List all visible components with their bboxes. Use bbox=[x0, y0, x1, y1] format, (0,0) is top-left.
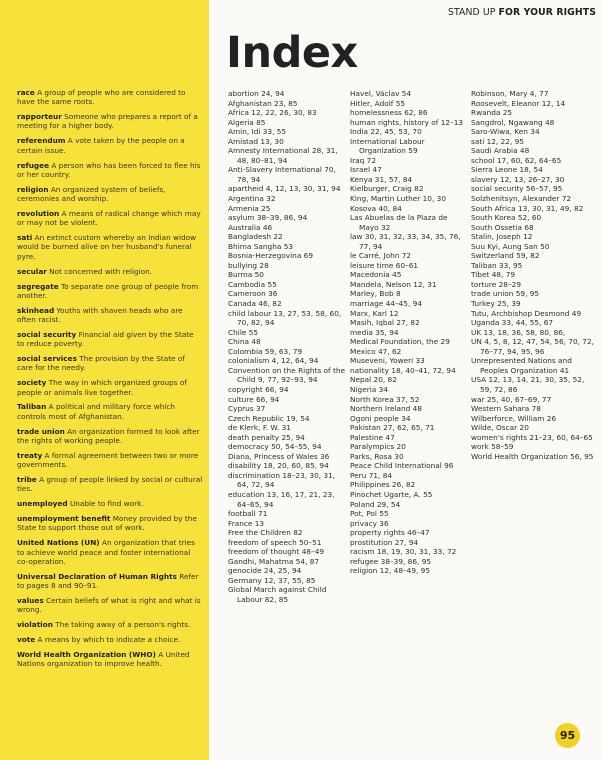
index-entry: Saudi Arabia 48 bbox=[471, 146, 530, 156]
index-entry: Las Abuelas de la Plaza de Mayo 32 bbox=[350, 213, 448, 232]
index-entry: women's rights 21–23, 60, 64–65 bbox=[471, 432, 593, 442]
index-entry: Argentina 32 bbox=[228, 194, 276, 204]
index-entry: France 13 bbox=[228, 518, 265, 528]
glossary-entry bbox=[17, 402, 203, 421]
glossary-entry bbox=[17, 596, 203, 615]
glossary-entry bbox=[17, 499, 203, 508]
glossary-entry bbox=[17, 306, 203, 325]
glossary-entry bbox=[17, 88, 203, 107]
glossary-entry bbox=[17, 572, 203, 591]
glossary-term: Universal Declaration of Human Rights bbox=[17, 571, 177, 581]
index-entry: human rights, history of 12–13 bbox=[350, 117, 464, 127]
index-entry: Peru 71, 84 bbox=[350, 470, 393, 480]
index-entry: discrimination 18–23, 30, 31, 64, 72, 94 bbox=[228, 470, 336, 490]
index-entry: Peace Child International 96 bbox=[350, 461, 454, 471]
index-entry: slavery 12, 13, 26–27, 30 bbox=[471, 174, 565, 184]
page-number-badge: 95 bbox=[555, 723, 580, 748]
glossary-definition: The taking away of a person's rights. bbox=[55, 620, 191, 630]
index-entry: Cambodia 55 bbox=[228, 279, 277, 289]
glossary-term: social services bbox=[17, 354, 77, 364]
glossary-term: skinhead bbox=[17, 305, 55, 315]
glossary-term: tribe bbox=[17, 475, 37, 484]
index-entry: Parks, Rosa 30 bbox=[350, 451, 404, 461]
index-entry: Anti-Slavery International 70, 78, 94 bbox=[228, 165, 336, 184]
glossary-definition: An organized system of beliefs, ceremonies and worship. bbox=[17, 184, 166, 204]
index-entry: social security 56–57, 95 bbox=[471, 184, 563, 194]
index-entry: democracy 50, 54–55, 94 bbox=[228, 442, 322, 452]
page-title: Index bbox=[226, 28, 358, 78]
index-entry: Kenya 31, 57, 84 bbox=[350, 174, 413, 184]
index-entry: colonialism 4, 12, 64, 94 bbox=[228, 356, 319, 366]
index-entry: torture 28–29 bbox=[471, 279, 521, 289]
index-entry: UK 13, 18, 36, 58, 80, 86, bbox=[471, 327, 566, 337]
glossary-entry bbox=[17, 185, 203, 204]
index-entry: Chile 55 bbox=[228, 327, 259, 337]
index-entry: Hitler, Adolf 55 bbox=[350, 98, 406, 108]
index-entry: education 13, 16, 17, 21, 23, 64–65, 94 bbox=[228, 489, 335, 509]
index-entry: Philippines 26, 82 bbox=[350, 480, 416, 490]
index-entry: Mandela, Nelson 12, 31 bbox=[350, 279, 437, 289]
index-entry: Armenia 25 bbox=[228, 203, 271, 213]
index-column-1 bbox=[228, 89, 346, 605]
index-entry: Cameroon 36 bbox=[228, 289, 278, 299]
glossary-definition: A person who has been forced to flee his or her country. bbox=[17, 160, 201, 179]
index-entry: privacy 36 bbox=[350, 518, 389, 528]
glossary-entry bbox=[17, 112, 203, 131]
index-entry: Suu Kyi, Aung San 50 bbox=[471, 241, 550, 251]
glossary-entry bbox=[17, 267, 203, 276]
index-entry: disability 18, 20, 60, 85, 94 bbox=[228, 461, 329, 471]
index-entry: Pakistan 27, 62, 65, 71 bbox=[350, 423, 435, 433]
index-entry: Free the Children 82 bbox=[228, 528, 303, 538]
glossary-entry bbox=[17, 635, 203, 644]
index-entry: bullying 28 bbox=[228, 260, 269, 270]
index-entry: Global March against Child Labour 82, 85 bbox=[228, 585, 327, 604]
glossary-entry bbox=[17, 514, 203, 533]
index-entry: child labour 13, 27, 53, 58, 60, 70, 82, 94 bbox=[228, 308, 342, 328]
index-entry: Nepal 20, 82 bbox=[350, 375, 397, 385]
glossary-term: segregate bbox=[17, 281, 59, 291]
index-entry: Tibet 48, 79 bbox=[471, 270, 516, 280]
index-entry: le Carré, John 72 bbox=[350, 251, 412, 261]
index-entry: Northern Ireland 48 bbox=[350, 404, 423, 414]
glossary-entry bbox=[17, 136, 203, 155]
glossary-definition: A means by which to indicate a choice. bbox=[37, 635, 181, 645]
index-entry: Roosevelt, Eleanor 12, 14 bbox=[471, 98, 566, 108]
glossary-term: unemployment benefit bbox=[17, 514, 111, 524]
glossary-definition: A group of people who are considered to have the same roots. bbox=[17, 88, 186, 107]
index-entry: Diana, Princess of Wales 36 bbox=[228, 451, 330, 461]
glossary-list bbox=[17, 88, 203, 674]
index-entry: Sierra Leone 18, 54 bbox=[471, 165, 543, 175]
glossary-definition: A group of people linked by social or cultural ties. bbox=[17, 475, 203, 494]
glossary-term: rapporteur bbox=[17, 112, 62, 122]
index-entry: culture 66, 94 bbox=[228, 394, 280, 404]
index-entry: World Health Organization 56, 95 bbox=[471, 451, 594, 461]
index-entry: Switzerland 59, 82 bbox=[471, 251, 540, 261]
index-entry: Marley, Bob 8 bbox=[350, 289, 401, 299]
index-entry: Bosnia-Herzegovina 69 bbox=[228, 251, 314, 261]
index-entry: Ogoni people 34 bbox=[350, 413, 411, 423]
index-entry: Rwanda 25 bbox=[471, 108, 513, 118]
index-entry: prostitution 27, 94 bbox=[350, 537, 419, 547]
glossary-definition: Youths with shaven heads who are often racist. bbox=[17, 305, 183, 324]
index-entry: Poland 29, 54 bbox=[350, 499, 401, 509]
glossary-term: sati bbox=[17, 233, 33, 243]
running-header bbox=[420, 7, 596, 18]
index-entry: Taliban 33, 95 bbox=[471, 260, 523, 270]
index-entry: freedom of thought 48–49 bbox=[228, 547, 325, 557]
index-entry: refugee 38–39, 86, 95 bbox=[350, 556, 432, 566]
glossary-definition: An organization that tries to achieve world peace and foster international co-operation. bbox=[17, 538, 195, 566]
index-entry: Uganda 33, 44, 55, 67 bbox=[471, 318, 554, 328]
index-entry: Czech Republic 19, 54 bbox=[228, 413, 310, 423]
index-entry: India 22, 45, 53, 70 bbox=[350, 127, 422, 137]
header-prefix: STAND UP bbox=[447, 7, 496, 18]
index-entry: Convention on the Rights of the Child 9, 77, 92–93, 94 bbox=[228, 365, 346, 385]
index-entry: leisure time 60–61 bbox=[350, 260, 419, 270]
index-entry: Bangladesh 22 bbox=[228, 232, 283, 242]
glossary-term: vote bbox=[17, 635, 36, 645]
index-entry: racism 18, 19, 30, 31, 33, 72 bbox=[350, 547, 457, 557]
index-entry: South Ossetia 68 bbox=[471, 222, 534, 232]
index-entry: Turkey 25, 39 bbox=[471, 299, 521, 309]
glossary-definition: Refer to pages 8 and 90–91. bbox=[17, 571, 199, 591]
index-entry: Germany 12, 37, 55, 85 bbox=[228, 575, 316, 585]
index-entry: de Klerk, F. W. 31 bbox=[228, 423, 291, 433]
index-column-3 bbox=[471, 89, 596, 461]
glossary-definition: The provision by the State of care for the needy. bbox=[17, 354, 185, 373]
index-entry: Robinson, Mary 4, 77 bbox=[471, 89, 549, 98]
glossary-definition: A vote taken by the people on a certain issue. bbox=[17, 136, 185, 155]
index-entry: Israel 47 bbox=[350, 165, 382, 175]
index-column-2 bbox=[350, 89, 468, 576]
index-entry: Iraq 72 bbox=[350, 155, 377, 165]
index-entry: football 71 bbox=[228, 509, 268, 519]
index-entry: asylum 38–39, 86, 94 bbox=[228, 213, 308, 223]
index-entry: copyright 66, 94 bbox=[228, 384, 289, 394]
index-entry: Pinochet Ugarte, A. 55 bbox=[350, 489, 433, 499]
glossary-definition: Money provided by the State to support those out of work. bbox=[17, 514, 197, 533]
index-entry: Cyprus 37 bbox=[228, 404, 266, 414]
glossary-term: race bbox=[17, 88, 35, 97]
index-entry: freedom of speech 50–51 bbox=[228, 537, 322, 547]
glossary-definition: A means of radical change which may or may not be violent. bbox=[17, 208, 201, 228]
glossary-term: society bbox=[17, 378, 47, 388]
index-entry: Australia 46 bbox=[228, 222, 273, 232]
glossary-term: refugee bbox=[17, 160, 50, 170]
index-entry: International Labour Organization 59 bbox=[350, 136, 425, 156]
index-entry: Amnesty International 28, 31, 48, 80–81, 94 bbox=[228, 146, 338, 165]
index-entry: USA 12, 13, 14, 21, 30, 35, 52, 59, 72, 86 bbox=[471, 375, 585, 394]
index-entry: Medical Foundation, the 29 bbox=[350, 337, 450, 347]
index-entry: Mexico 47, 62 bbox=[350, 346, 402, 356]
glossary-definition: A United Nations organization to improve health. bbox=[17, 649, 190, 669]
index-entry: Colombia 59, 63, 79 bbox=[228, 346, 303, 356]
glossary-term: social security bbox=[17, 329, 77, 339]
index-entry: Wilberforce, William 26 bbox=[471, 413, 557, 423]
index-entry: South Africa 13, 30, 31, 49, 82 bbox=[471, 203, 584, 213]
index-entry: South Korea 52, 60 bbox=[471, 213, 542, 223]
glossary-entry bbox=[17, 378, 203, 397]
glossary-definition: Not concerned with religion. bbox=[49, 266, 153, 276]
glossary-term: secular bbox=[17, 266, 47, 276]
index-entry: Amistad 13, 30 bbox=[228, 136, 284, 146]
glossary-term: Taliban bbox=[17, 402, 47, 412]
index-entry: Palestine 47 bbox=[350, 432, 395, 442]
index-entry: Amin, Idi 33, 55 bbox=[228, 127, 287, 137]
index-entry: Solzhenitsyn, Alexander 72 bbox=[471, 194, 572, 204]
glossary-definition: The way in which organized groups of people or animals live together. bbox=[17, 378, 187, 397]
index-entry: Stalin, Joseph 12 bbox=[471, 232, 533, 242]
glossary-entry bbox=[17, 209, 203, 228]
glossary-entry bbox=[17, 538, 203, 566]
glossary-definition: To separate one group of people from another. bbox=[17, 281, 199, 300]
glossary-entry bbox=[17, 161, 203, 180]
index-entry: Algeria 85 bbox=[228, 117, 266, 127]
index-entry: Burma 50 bbox=[228, 270, 264, 280]
index-entry: Tutu, Archbishop Desmond 49 bbox=[471, 308, 582, 318]
index-entry: apartheid 4, 12, 13, 30, 31, 94 bbox=[228, 184, 341, 194]
index-entry: Nigeria 34 bbox=[350, 384, 388, 394]
glossary-entry bbox=[17, 650, 203, 669]
index-entry: China 48 bbox=[228, 337, 261, 347]
glossary-entry bbox=[17, 233, 203, 261]
index-entry: Canada 46, 82 bbox=[228, 299, 282, 309]
index-entry: King, Martin Luther 10, 30 bbox=[350, 194, 446, 204]
index-entry: Western Sahara 78 bbox=[471, 404, 541, 414]
index-entry: Paralympics 20 bbox=[350, 442, 406, 452]
index-entry: Museveni, Yoweri 33 bbox=[350, 356, 425, 366]
index-entry: sati 12, 22, 95 bbox=[471, 136, 524, 146]
glossary-entry bbox=[17, 354, 203, 373]
index-entry: Sangdrol, Ngawang 48 bbox=[471, 117, 555, 127]
index-entry: Marx, Karl 12 bbox=[350, 308, 399, 318]
index-entry: Masih, Iqbal 27, 82 bbox=[350, 318, 420, 328]
index-entry: law 30, 31, 32, 33, 34, 35, 76, 77, 94 bbox=[350, 232, 461, 251]
glossary-definition: A political and military force which controls most of Afghanistan. bbox=[17, 402, 175, 421]
index-entry: marriage 44–45, 94 bbox=[350, 299, 422, 309]
glossary-definition: Unable to find work. bbox=[69, 499, 144, 509]
header-bold: FOR YOUR RIGHTS bbox=[498, 7, 596, 18]
glossary-term: revolution bbox=[17, 208, 60, 218]
index-entry: Kielburger, Craig 82 bbox=[350, 184, 424, 194]
index-entry: North Korea 37, 52 bbox=[350, 394, 420, 404]
index-entry: Bhima Sangha 53 bbox=[228, 241, 294, 251]
index-entry: school 17, 60, 62, 64–65 bbox=[471, 155, 562, 165]
glossary-definition: Someone who prepares a report of a meeting for a higher body. bbox=[17, 112, 198, 131]
glossary-definition: A formal agreement between two or more governments. bbox=[17, 450, 199, 470]
index-entry: abortion 24, 94 bbox=[228, 89, 285, 98]
index-entry: Wilde, Oscar 20 bbox=[471, 423, 529, 433]
index-entry: Saro-Wiwa, Ken 34 bbox=[471, 127, 540, 137]
index-entry: war 25, 40, 67–69, 77 bbox=[471, 394, 552, 404]
glossary-term: World Health Organization (WHO) bbox=[17, 649, 156, 659]
glossary-definition: An extinct custom whereby an Indian widow would be burned alive on her husband's funeral pyre. bbox=[17, 233, 197, 261]
index-entry: trade union 59, 95 bbox=[471, 289, 540, 299]
glossary-term: referendum bbox=[17, 136, 66, 146]
glossary-term: United Nations (UN) bbox=[17, 538, 100, 548]
glossary-term: unemployed bbox=[17, 499, 68, 509]
glossary-definition: Financial aid given by the State to reduce poverty. bbox=[17, 329, 194, 349]
glossary-term: values bbox=[17, 595, 44, 605]
glossary-term: violation bbox=[17, 620, 53, 630]
index-entry: Kosova 40, 84 bbox=[350, 203, 402, 213]
glossary-entry bbox=[17, 427, 203, 446]
glossary-term: religion bbox=[17, 184, 49, 194]
glossary-term: trade union bbox=[17, 426, 65, 436]
index-entry: property rights 46–47 bbox=[350, 528, 430, 538]
index-entry: Africa 12, 22, 26, 30, 83 bbox=[228, 108, 317, 118]
index-entry: Havel, Václav 54 bbox=[350, 89, 412, 98]
index-entry: genocide 24, 25, 94 bbox=[228, 566, 302, 576]
index-entry: Macedonia 45 bbox=[350, 270, 402, 280]
index-entry: religion 12, 48–49, 95 bbox=[350, 566, 431, 576]
index-entry: work 58–59 bbox=[471, 442, 514, 452]
glossary-definition: An organization formed to look after the rights of working people. bbox=[17, 426, 200, 445]
glossary-entry bbox=[17, 620, 203, 629]
index-entry: nationality 18, 40–41, 72, 94 bbox=[350, 365, 456, 375]
index-entry: homelessness 62, 86 bbox=[350, 108, 428, 118]
index-entry: Pot, Pol 55 bbox=[350, 509, 389, 519]
glossary-entry bbox=[17, 451, 203, 470]
glossary-definition: Certain beliefs of what is right and what is wrong. bbox=[17, 595, 201, 615]
index-entry: UN 4, 5, 8, 12, 47, 54, 56, 70, 72, 76–77, 94, 95, 96 bbox=[471, 337, 594, 356]
index-entry: Afghanistan 23, 85 bbox=[228, 98, 298, 108]
index-entry: death penalty 25, 94 bbox=[228, 432, 305, 442]
glossary-entry bbox=[17, 282, 203, 301]
glossary-entry bbox=[17, 330, 203, 349]
glossary-entry bbox=[17, 475, 203, 494]
index-entry: Gandhi, Mahatma 54, 87 bbox=[228, 556, 320, 566]
index-entry: media 35, 94 bbox=[350, 327, 399, 337]
glossary-term: treaty bbox=[17, 450, 43, 460]
index-entry: Unrepresented Nations and Peoples Organization 41 bbox=[471, 356, 572, 375]
